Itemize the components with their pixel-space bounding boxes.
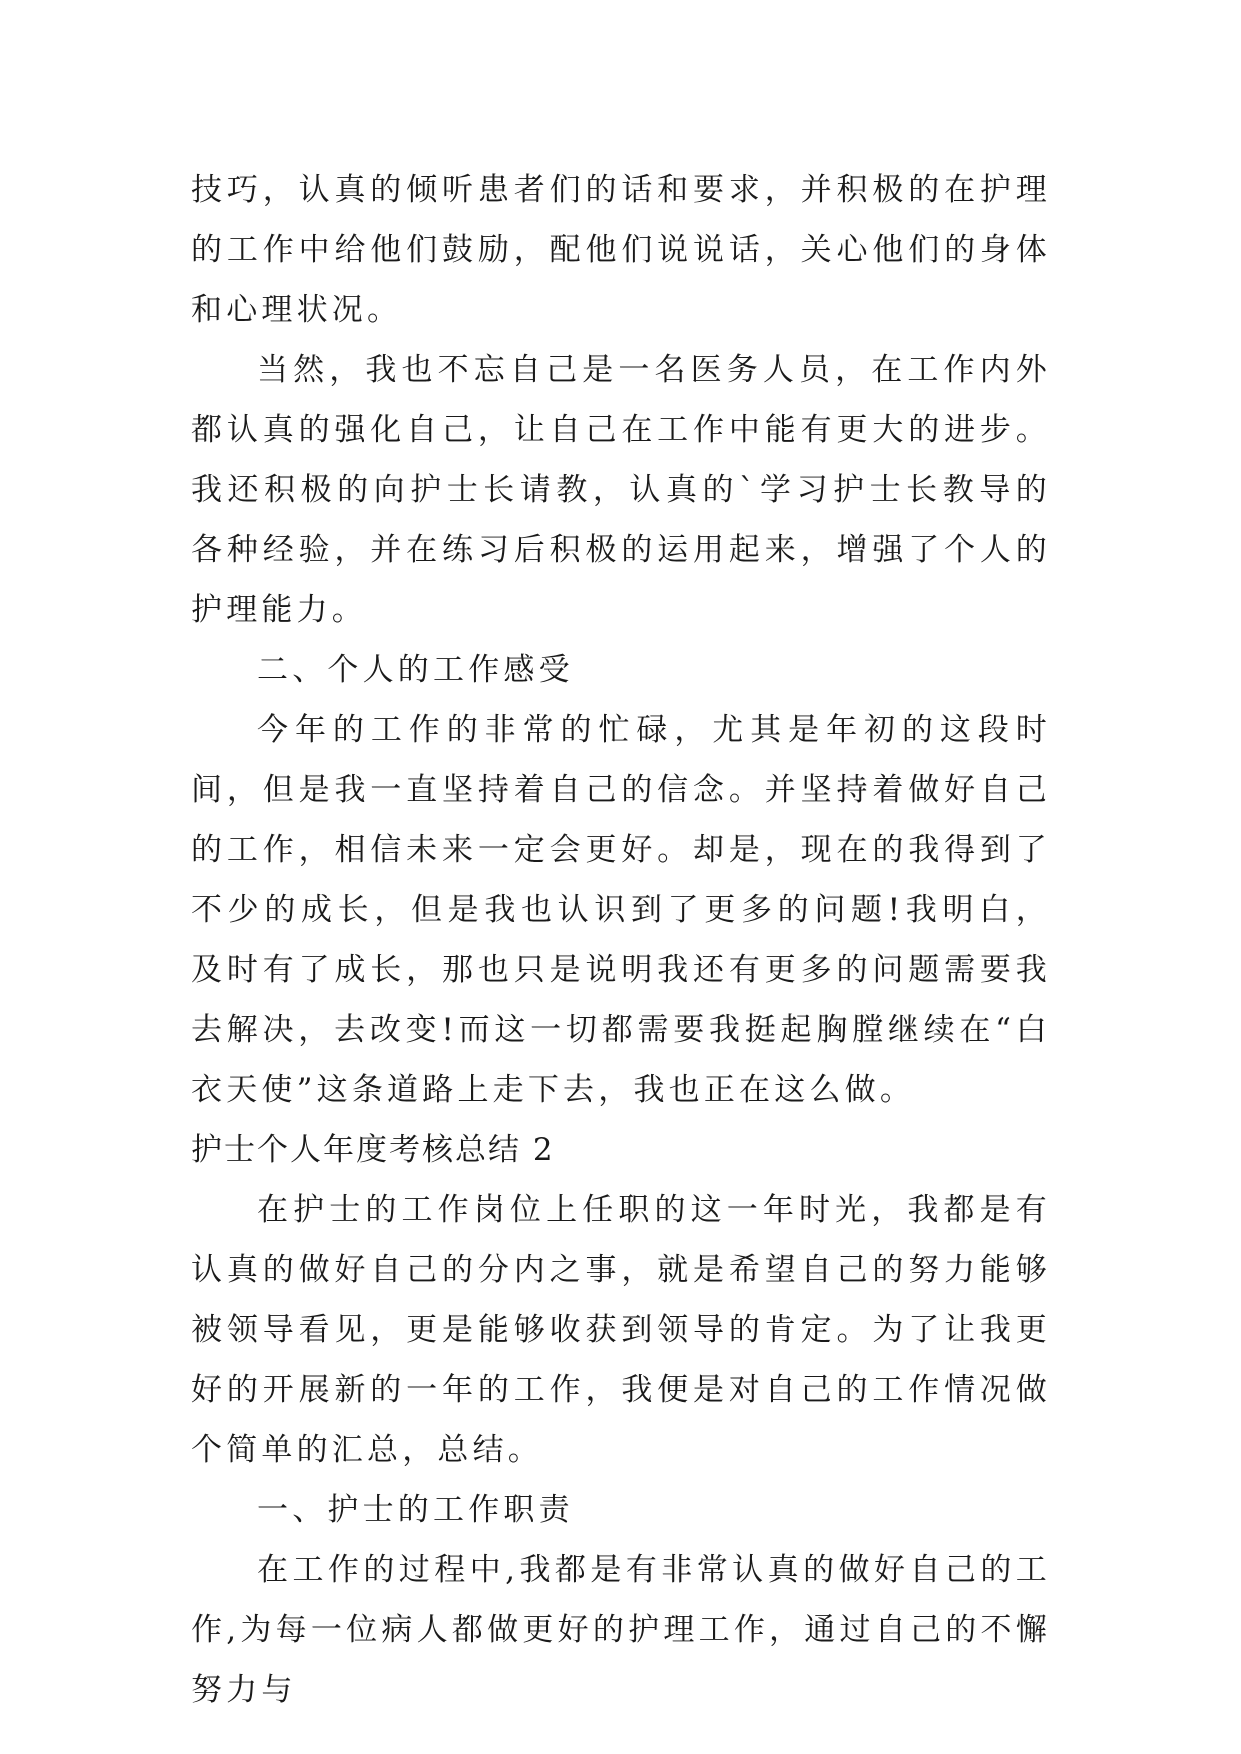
section-heading-personal-feelings: 二、个人的工作感受: [257, 652, 574, 688]
section-heading-nurse-duties: 一、护士的工作职责: [257, 1492, 574, 1528]
paragraph-3: 今年的工作的非常的忙碌，尤其是年初的这段时间，但是我一直坚持着自己的信念。并坚持着做好自己的工作，相信未来一定会更好。却是，现在的我得到了不少的成长，但是我也认识到了更多的问题!我明白，及时有了成长，那也只是说明我还有更多的问题需要我去解决，去改变!而这一切都需要我挺起胸膛继续在“白衣天使”这条道路上走下去，我也正在这么做。: [191, 712, 1051, 1108]
paragraph-5: 在工作的过程中,我都是有非常认真的做好自己的工作,为每一位病人都做更好的护理工作，通过自己的不懈努力与: [191, 1552, 1051, 1708]
document-title-2: 护士个人年度考核总结 2: [191, 1132, 555, 1168]
document-body: [191, 160, 1051, 1720]
paragraph-2: 当然，我也不忘自己是一名医务人员，在工作内外都认真的强化自己，让自己在工作中能有更大的进步。我还积极的向护士长请教，认真的`学习护士长教导的各种经验，并在练习后积极的运用起来，增强了个人的护理能力。: [191, 352, 1051, 628]
paragraph-1: 技巧，认真的倾听患者们的话和要求，并积极的在护理的工作中给他们鼓励，配他们说说话，关心他们的身体和心理状况。: [191, 172, 1051, 328]
paragraph-4: 在护士的工作岗位上任职的这一年时光，我都是有认真的做好自己的分内之事，就是希望自己的努力能够被领导看见，更是能够收获到领导的肯定。为了让我更好的开展新的一年的工作，我便是对自己的工作情况做个简单的汇总，总结。: [191, 1192, 1051, 1468]
